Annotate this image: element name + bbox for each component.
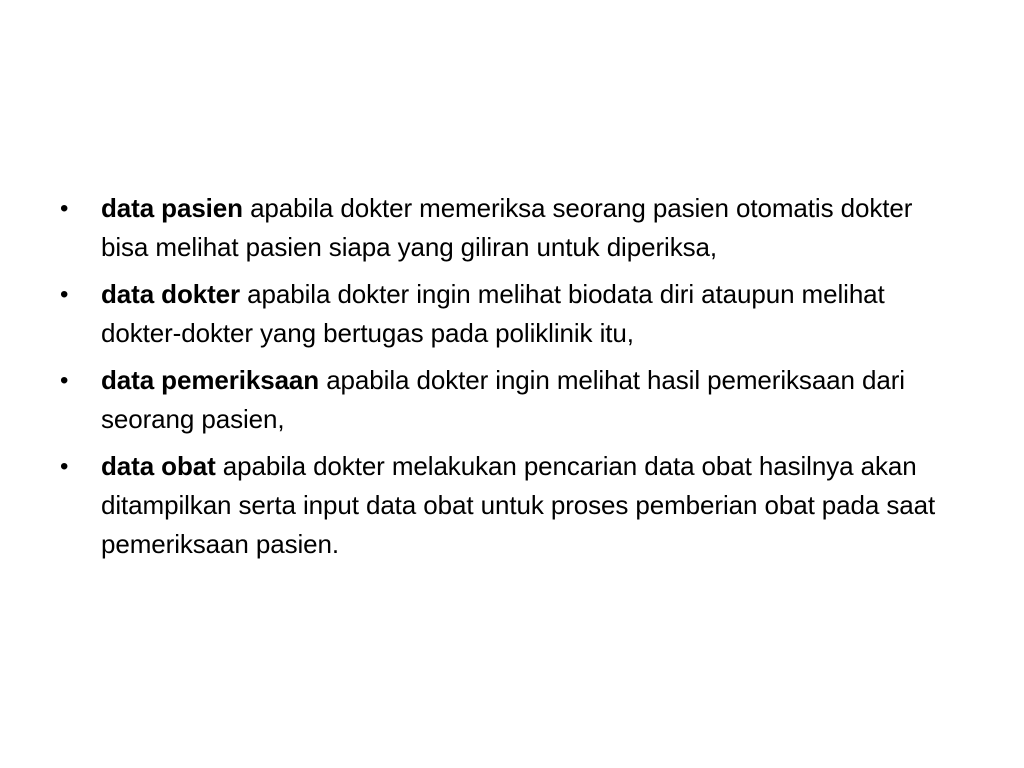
bullet-item-data-pemeriksaan bbox=[60, 361, 960, 439]
bullet-text: apabila dokter ingin melihat biodata diri ataupun melihat dokter-dokter yang bertugas pada poliklinik itu, bbox=[101, 279, 885, 348]
bullet-list bbox=[60, 189, 960, 572]
bullet-item-data-dokter bbox=[60, 275, 960, 353]
bullet-term: data pasien bbox=[101, 193, 243, 223]
bullet-icon: • bbox=[60, 281, 69, 308]
bullet-term: data obat bbox=[101, 451, 216, 481]
bullet-icon: • bbox=[60, 453, 69, 480]
bullet-term: data pemeriksaan bbox=[101, 365, 320, 395]
bullet-item-data-obat bbox=[60, 447, 960, 564]
bullet-item-data-pasien bbox=[60, 189, 960, 267]
bullet-icon: • bbox=[60, 367, 69, 394]
bullet-term: data dokter bbox=[101, 279, 241, 309]
bullet-text: apabila dokter memeriksa seorang pasien otomatis dokter bisa melihat pasien siapa yang giliran untuk diperiksa, bbox=[101, 193, 913, 262]
bullet-text: apabila dokter ingin melihat hasil pemeriksaan dari seorang pasien, bbox=[101, 365, 905, 434]
bullet-icon: • bbox=[60, 195, 69, 222]
bullet-text: apabila dokter melakukan pencarian data obat hasilnya akan ditampilkan serta input data obat untuk proses pemberian obat pada saat pemeriksaan pasien. bbox=[101, 451, 936, 559]
